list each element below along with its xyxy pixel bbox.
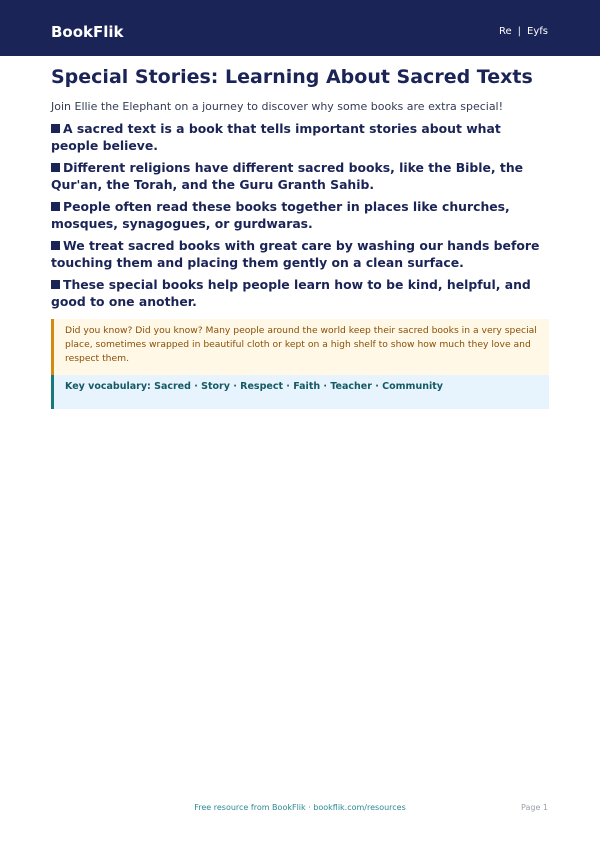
did-you-know-callout	[51, 319, 549, 375]
meta-separator: |	[517, 26, 522, 37]
page-number: Page 1	[521, 803, 548, 812]
list-item-text: These special books help people learn how to be kind, helpful, and good to one another.	[51, 277, 531, 309]
key-vocabulary-box	[51, 375, 549, 409]
list-item-text: Different religions have different sacred books, like the Bible, the Qur'an, the Torah, and the Guru Granth Sahib.	[51, 160, 524, 192]
key-points-list	[51, 120, 549, 310]
list-item-text: A sacred text is a book that tells important stories about what people believe.	[51, 121, 501, 153]
page-header	[0, 0, 600, 56]
brand-logo[interactable]: BookFlik	[51, 23, 124, 41]
square-bullet-icon	[51, 241, 60, 250]
square-bullet-icon	[51, 124, 60, 133]
list-item	[51, 276, 549, 310]
list-item	[51, 237, 549, 271]
list-item	[51, 159, 549, 193]
callout-text: Did you know? Did you know? Many people around the world keep their sacred books in a very special place, sometimes wrapped in beautiful cloth or kept on a high shelf to show how much they love and respect them.	[65, 325, 537, 364]
intro-text: Join Ellie the Elephant on a journey to discover why some books are extra special!	[51, 100, 504, 113]
square-bullet-icon	[51, 280, 60, 289]
list-item	[51, 198, 549, 232]
main-content	[51, 64, 549, 409]
square-bullet-icon	[51, 202, 60, 211]
list-item	[51, 120, 549, 154]
header-meta	[499, 25, 548, 39]
list-item-text: We treat sacred books with great care by washing our hands before touching them and placing them gently on a clean surface.	[51, 238, 540, 270]
vocabulary-text: Key vocabulary: Sacred · Story · Respect · Faith · Teacher · Community	[65, 381, 443, 392]
page-title: Special Stories: Learning About Sacred Texts	[51, 66, 533, 88]
square-bullet-icon	[51, 163, 60, 172]
list-item-text: People often read these books together in places like churches, mosques, synagogues, or gurdwaras.	[51, 199, 510, 231]
subject-label: Re	[499, 26, 512, 37]
level-label: Eyfs	[527, 26, 548, 37]
footer-credit[interactable]: Free resource from BookFlik · bookflik.com/resources	[194, 803, 406, 812]
